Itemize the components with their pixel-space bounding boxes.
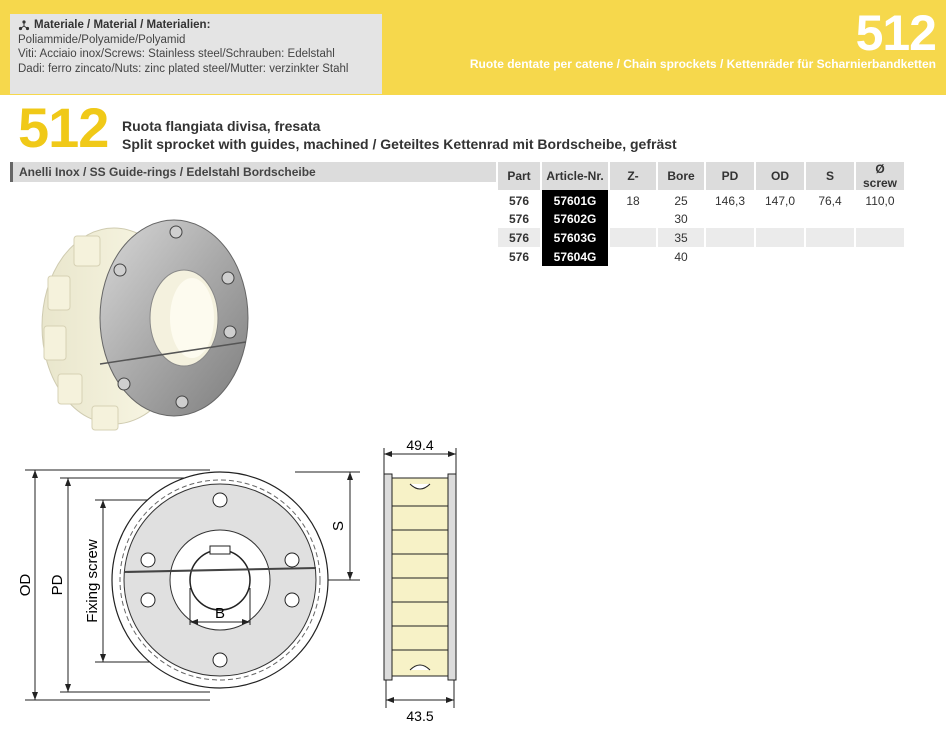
table-row: [498, 190, 904, 209]
cell-article: 57602G: [542, 209, 608, 228]
section-subtitle: Ruote dentate per catene / Chain sprockets / Kettenräder für Scharnierbandketten: [469, 57, 936, 71]
cell-bore: 25: [674, 194, 688, 208]
cell-pd: [706, 228, 754, 247]
cell-od: [756, 247, 804, 266]
cell-article: 57604G: [542, 247, 608, 266]
molecule-icon: [18, 19, 30, 31]
width-top-dim: 49.4: [406, 437, 434, 453]
material-box: [10, 14, 382, 94]
col-header: PD: [706, 162, 754, 190]
cell-od: 147,0: [764, 194, 796, 208]
col-header: Article-Nr.: [542, 162, 608, 190]
table-row: [498, 209, 904, 228]
col-header: Z-: [610, 162, 656, 190]
width-bottom-dim: 43.5: [406, 708, 434, 724]
cell-z: 18: [626, 194, 640, 208]
product-title-it: Ruota flangiata divisa, fresata: [122, 118, 321, 134]
product-title-en-de: Split sprocket with guides, machined / Geteiltes Kettenrad mit Bordscheibe, gefräst: [122, 136, 677, 152]
col-header: Ø screw: [856, 162, 904, 190]
col-header: OD: [756, 162, 804, 190]
col-header: Bore: [658, 162, 704, 190]
cell-bore: 30: [674, 211, 688, 226]
cell-article: 57603G: [542, 228, 608, 247]
cell-screw: [856, 247, 904, 266]
cell-part: 576: [508, 194, 530, 208]
cell-bore: 35: [658, 228, 704, 247]
variant-label: Anelli Inox / SS Guide-rings / Edelstahl Bordscheibe: [10, 162, 496, 182]
table-row: [498, 228, 904, 247]
cell-part: 576: [508, 249, 530, 264]
material-line: Dadi: ferro zincato/Nuts: zinc plated steel/Mutter: verzinkter Stahl: [18, 62, 349, 75]
cell-z: [610, 209, 656, 228]
material-line: Viti: Acciaio inox/Screws: Stainless steel/Schrauben: Edelstahl: [18, 48, 335, 60]
material-heading: Materiale / Material / Materialien:: [18, 18, 374, 33]
side-view-drawing: [370, 430, 480, 730]
fixing-screw-label: Fixing screw: [84, 539, 101, 623]
s-label: S: [330, 520, 347, 532]
bore-label: B: [214, 605, 226, 622]
cell-bore: 40: [674, 249, 688, 264]
cell-article: 57601G: [542, 190, 608, 209]
cell-s: [806, 247, 854, 266]
product-photo: [34, 206, 252, 438]
cell-part: 576: [498, 228, 540, 247]
table-row: [498, 247, 904, 266]
cell-z: [610, 247, 656, 266]
cell-pd: [706, 247, 754, 266]
product-number: 512: [18, 96, 109, 159]
table-header-row: [498, 162, 904, 190]
cell-s: 76,4: [818, 194, 842, 208]
cell-screw: 110,0: [865, 194, 895, 208]
od-label: OD: [17, 573, 34, 597]
cell-s: [806, 228, 854, 247]
cell-screw: [856, 209, 904, 228]
cell-z: [610, 228, 656, 247]
section-number: 512: [855, 5, 936, 61]
material-line: Poliammide/Polyamide/Polyamid: [18, 33, 186, 46]
pd-label: PD: [49, 574, 66, 596]
spec-table: [496, 162, 906, 266]
cell-screw: [856, 228, 904, 247]
cell-part: 576: [508, 211, 530, 226]
cell-od: [756, 209, 804, 228]
cell-pd: 146,3: [714, 194, 746, 208]
cell-od: [756, 228, 804, 247]
col-header: Part: [498, 162, 540, 190]
cell-s: [806, 209, 854, 228]
col-header: S: [806, 162, 854, 190]
front-view-drawing: [10, 460, 375, 710]
cell-pd: [706, 209, 754, 228]
